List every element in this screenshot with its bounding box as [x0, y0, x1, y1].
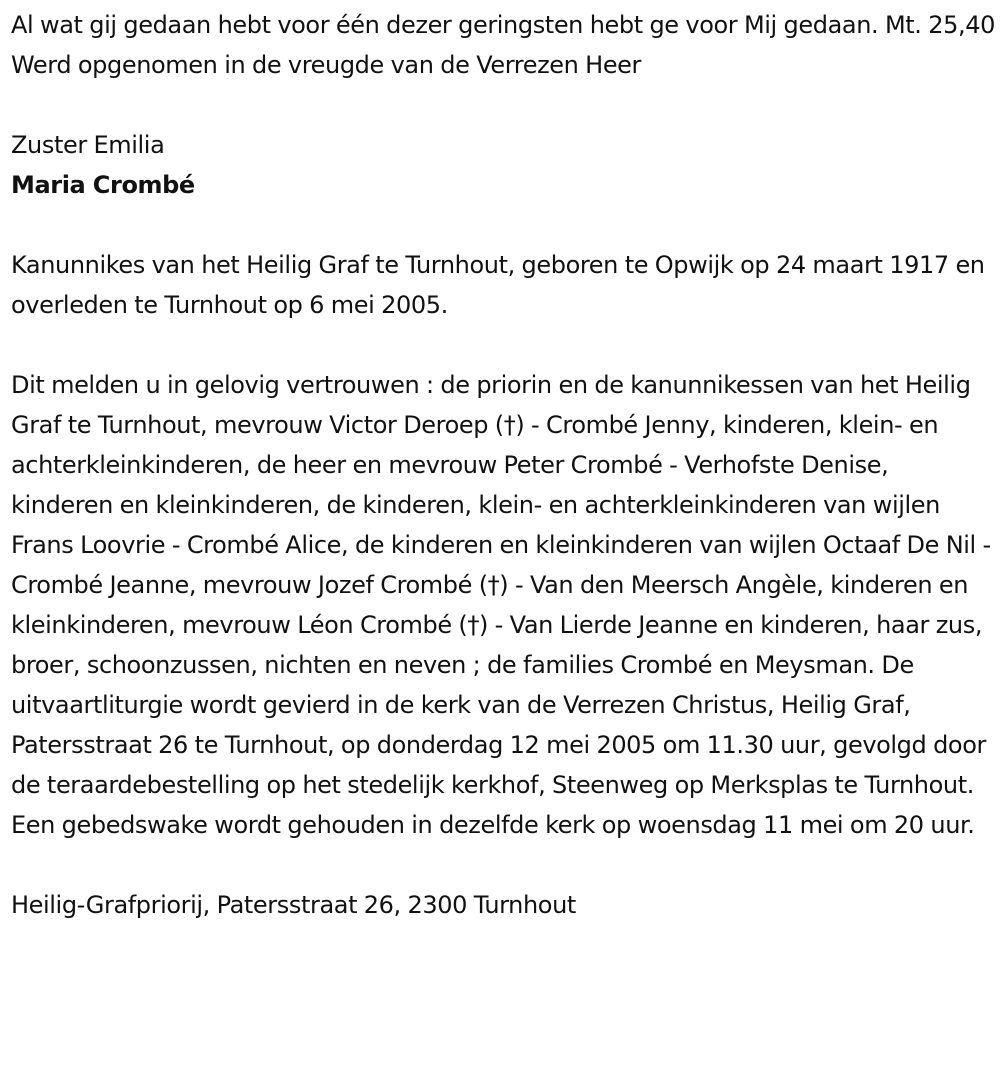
spacer [11, 85, 996, 125]
bible-verse: Al wat gij gedaan hebt voor één dezer geringsten hebt ge voor Mij gedaan. Mt. 25,40 Werd opgenomen in de vreugde van de Verrezen Heer [11, 11, 995, 79]
spacer [11, 205, 996, 245]
biography: Kanunnikes van het Heilig Graf te Turnhout, geboren te Opwijk op 24 maart 1917 en overleden te Turnhout op 6 mei 2005. [11, 251, 985, 319]
address: Heilig-Grafpriorij, Patersstraat 26, 2300 Turnhout [11, 891, 576, 919]
spacer [11, 325, 996, 365]
religious-name: Zuster Emilia [11, 131, 165, 159]
deceased-name: Maria Crombé [11, 171, 195, 199]
spacer [11, 845, 996, 885]
obituary-notice [11, 5, 996, 925]
announcement-text: Dit melden u in gelovig vertrouwen : de priorin en de kanunnikessen van het Heilig Graf te Turnhout, mevrouw Victor Deroep (†) - Crombé Jenny, kinderen, klein- en achterkleinkinderen, de heer en mevrouw Peter Crombé - Verhofste Denise, kinderen en kleinkinderen, de kinderen, klein- en achterkleinkinderen van wijlen Frans Loovrie - Crombé Alice, de kinderen en kleinkinderen van wijlen Octaaf De Nil - Crombé Jeanne, mevrouw Jozef Crombé (†) - Van den Meersch Angèle, kinderen en kleinkinderen, mevrouw Léon Crombé (†) - Van Lierde Jeanne en kinderen, haar zus, broer, schoonzussen, nichten en neven ; de families Crombé en Meysman. De uitvaartliturgie wordt gevierd in de kerk van de Verrezen Christus, Heilig Graf, Patersstraat 26 te Turnhout, op donderdag 12 mei 2005 om 11.30 uur, gevolgd door de teraardebestelling op het stedelijk kerkhof, Steenweg op Merksplas te Turnhout. Een gebedswake wordt gehouden in dezelfde kerk op woensdag 11 mei om 20 uur. [11, 371, 991, 839]
